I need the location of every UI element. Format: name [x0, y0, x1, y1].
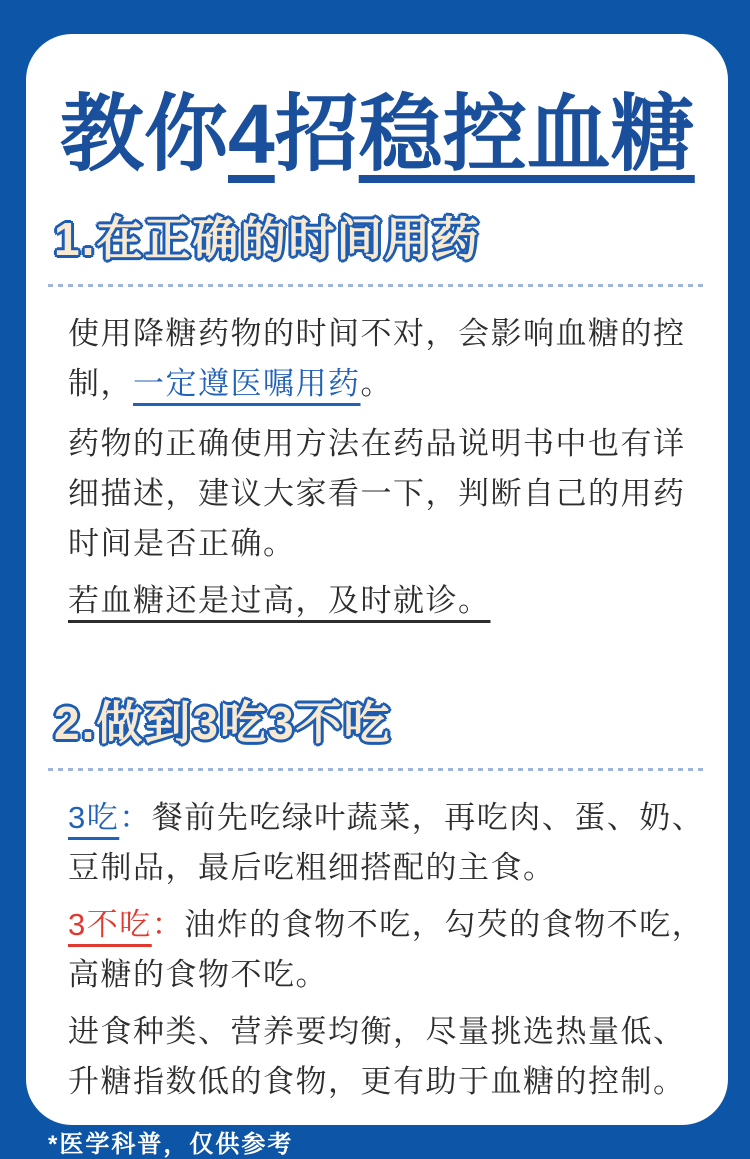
section-2-paragraph-eat: [68, 793, 716, 893]
paragraph-text: 使用降糖药物的时间不对，会影响血糖的控制，: [68, 316, 686, 401]
title-underlined-keyword: 稳控血糖: [358, 87, 695, 181]
label-3-no-eat: 3不吃: [68, 907, 152, 942]
section-1-medication-timing: [26, 208, 728, 626]
dashed-divider: [48, 284, 705, 287]
section-1-paragraph-1: [68, 309, 716, 409]
paragraph-text: 。: [360, 366, 393, 401]
content-card: [26, 34, 728, 1125]
paragraph-text: 餐前先吃绿叶蔬菜，再吃肉、蛋、奶、豆制品，最后吃粗细搭配的主食。: [68, 800, 705, 885]
poster-title: [60, 84, 728, 184]
paragraph-text: 油炸的食物不吃，勾芡的食物不吃，高糖的食物不吃。: [68, 907, 705, 992]
section-2-paragraph-no-eat: [68, 900, 716, 1000]
section-1-heading: 1.在正确的时间用药: [54, 213, 481, 265]
label-3-eat: 3吃: [68, 800, 120, 835]
title-text-2: 招: [274, 87, 359, 181]
emphasis-follow-doctor-advice: 一定遵医嘱用药: [133, 366, 361, 401]
section-2-eating-rules: [26, 692, 728, 1107]
section-1-alert-line: 若血糖还是过高，及时就诊。: [68, 583, 491, 618]
title-underlined-number: 4: [228, 87, 275, 181]
label-colon: ：: [151, 907, 185, 942]
footer-disclaimer: *医学科普，仅供参考: [48, 1131, 294, 1158]
section-2-heading: 2.做到3吃3不吃: [54, 697, 392, 749]
section-2-paragraph-balance: 进食种类、营养要均衡，尽量挑选热量低、升糖指数低的食物，更有助于血糖的控制。: [68, 1014, 686, 1099]
dashed-divider: [48, 768, 705, 771]
section-1-paragraph-2: 药物的正确使用方法在药品说明书中也有详细描述，建议大家看一下，判断自己的用药时间是否正确。: [68, 426, 686, 561]
title-text-1: 教你: [60, 87, 229, 181]
label-colon: ：: [119, 800, 152, 835]
